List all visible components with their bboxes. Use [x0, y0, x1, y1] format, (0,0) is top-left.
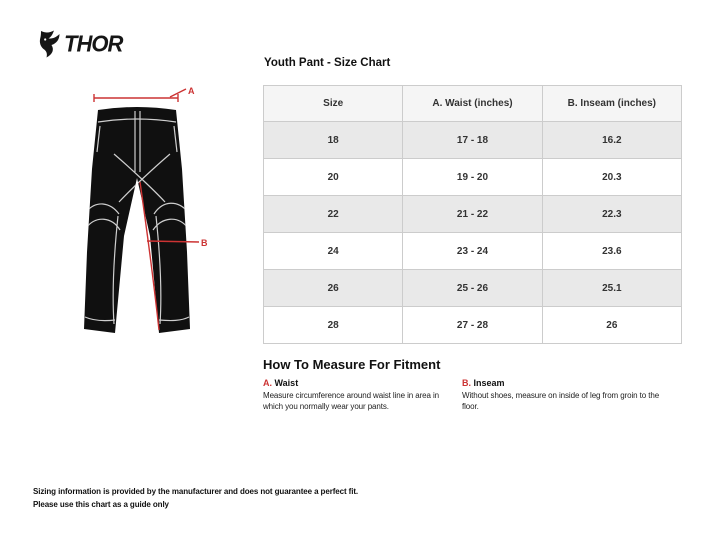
measure-waist-label	[263, 378, 446, 388]
disclaimer-line-2: Please use this chart as a guide only	[33, 499, 169, 509]
measure-inseam-block	[462, 378, 683, 412]
inseam-label-b: B	[201, 238, 208, 248]
cell-waist: 17 - 18	[403, 122, 542, 159]
sizing-disclaimer	[33, 486, 358, 512]
cell-inseam: 16.2	[542, 122, 681, 159]
how-to-measure-section	[263, 357, 683, 412]
cell-size: 24	[264, 233, 403, 270]
table-header-row	[264, 86, 682, 122]
inseam-pointer-line	[147, 241, 199, 242]
table-row	[264, 196, 682, 233]
page-title: Youth Pant - Size Chart	[264, 57, 391, 69]
brand-logo-text: THOR	[64, 30, 123, 57]
brand-logo	[38, 30, 122, 58]
table-row	[264, 233, 682, 270]
pants-diagram	[74, 84, 214, 354]
measure-inseam-prefix: B.	[462, 378, 471, 388]
how-to-measure-title: How To Measure For Fitment	[263, 357, 441, 372]
table-row	[264, 122, 682, 159]
measure-waist-description: Measure circumference around waist line in area in which you normally wear your pants.	[263, 391, 439, 412]
measure-columns	[263, 378, 683, 412]
measure-waist-block	[263, 378, 462, 412]
measure-inseam-label	[462, 378, 665, 388]
measure-inseam-name: Inseam	[473, 378, 505, 388]
cell-waist: 27 - 28	[403, 307, 542, 344]
cell-inseam: 26	[542, 307, 681, 344]
cell-size: 26	[264, 270, 403, 307]
thor-bull-icon	[38, 30, 62, 58]
cell-size: 18	[264, 122, 403, 159]
cell-waist: 19 - 20	[403, 159, 542, 196]
measure-waist-name: Waist	[274, 378, 299, 388]
cell-waist: 25 - 26	[403, 270, 542, 307]
disclaimer-line-1: Sizing information is provided by the manufacturer and does not guarantee a perfect fit.	[33, 487, 359, 496]
cell-waist: 23 - 24	[403, 233, 542, 270]
table-row	[264, 270, 682, 307]
content-column	[263, 57, 683, 412]
cell-waist: 21 - 22	[403, 196, 542, 233]
cell-size: 22	[264, 196, 403, 233]
cell-size: 28	[264, 307, 403, 344]
col-header-size: Size	[264, 86, 403, 122]
cell-inseam: 25.1	[542, 270, 681, 307]
size-chart-table	[263, 85, 682, 344]
col-header-inseam: B. Inseam (inches)	[542, 86, 681, 122]
cell-inseam: 22.3	[542, 196, 681, 233]
col-header-waist: A. Waist (inches)	[403, 86, 542, 122]
cell-inseam: 20.3	[542, 159, 681, 196]
measure-waist-prefix: A.	[263, 378, 272, 388]
cell-size: 20	[264, 159, 403, 196]
cell-inseam: 23.6	[542, 233, 681, 270]
table-row	[264, 159, 682, 196]
pants-silhouette	[84, 107, 190, 333]
measure-inseam-description: Without shoes, measure on inside of leg from groin to the floor.	[462, 391, 660, 412]
waist-label-a: A	[188, 86, 195, 96]
table-row	[264, 307, 682, 344]
